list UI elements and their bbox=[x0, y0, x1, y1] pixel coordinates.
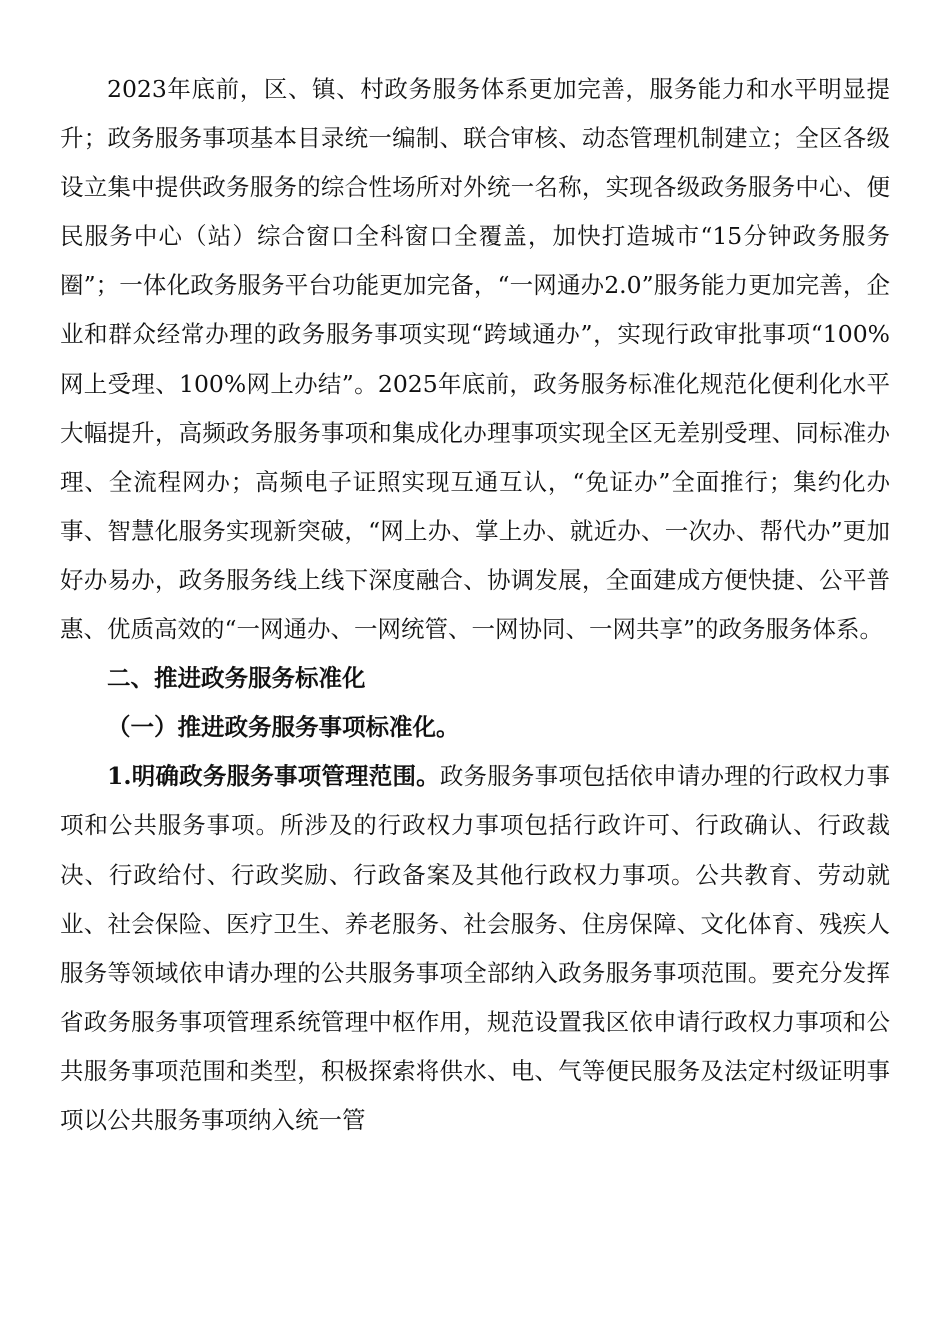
section-heading: 二、推进政务服务标准化 bbox=[107, 664, 366, 693]
item-lead: 1.明确政务服务事项管理范围。 bbox=[107, 762, 440, 791]
document-page bbox=[60, 65, 890, 1145]
subsection-heading: （一）推进政务服务事项标准化。 bbox=[107, 713, 460, 742]
item-paragraph bbox=[60, 752, 890, 1145]
goals-paragraph: 2023年底前，区、镇、村政务服务体系更加完善，服务能力和水平明显提升；政务服务事项基本目录统一编制、联合审核、动态管理机制建立；全区各级设立集中提供政务服务的综合性场所对外统一名称，实现各级政务服务中心、便民服务中心（站）综合窗口全科窗口全覆盖，加快打造城市“15分钟政务服务圈”；一体化政务服务平台功能更加完备，“一网通办2.0”服务能力更加完善，企业和群众经常办理的政务服务事项实现“跨域通办”，实现行政审批事项“100%网上受理、100%网上办结”。2025年底前，政务服务标准化规范化便利化水平大幅提升，高频政务服务事项和集成化办理事项实现全区无差别受理、同标准办理、全流程网办；高频电子证照实现互通互认，“免证办”全面推行；集约化办事、智慧化服务实现新突破，“网上办、掌上办、就近办、一次办、帮代办”更加好办易办，政务服务线上线下深度融合、协调发展，全面建成方便快捷、公平普惠、优质高效的“一网通办、一网统管、一网协同、一网共享”的政务服务体系。 bbox=[60, 75, 890, 644]
item-body: 政务服务事项包括依申请办理的行政权力事项和公共服务事项。所涉及的行政权力事项包括行政许可、行政确认、行政裁决、行政给付、行政奖励、行政备案及其他行政权力事项。公共教育、劳动就业、社会保险、医疗卫生、养老服务、社会服务、住房保障、文化体育、残疾人服务等领域依申请办理的公共服务事项全部纳入政务服务事项范围。要充分发挥省政务服务事项管理系统管理中枢作用，规范设置我区依申请行政权力事项和公共服务事项范围和类型，积极探索将供水、电、气等便民服务及法定村级证明事项以公共服务事项纳入统一管 bbox=[60, 762, 890, 1134]
